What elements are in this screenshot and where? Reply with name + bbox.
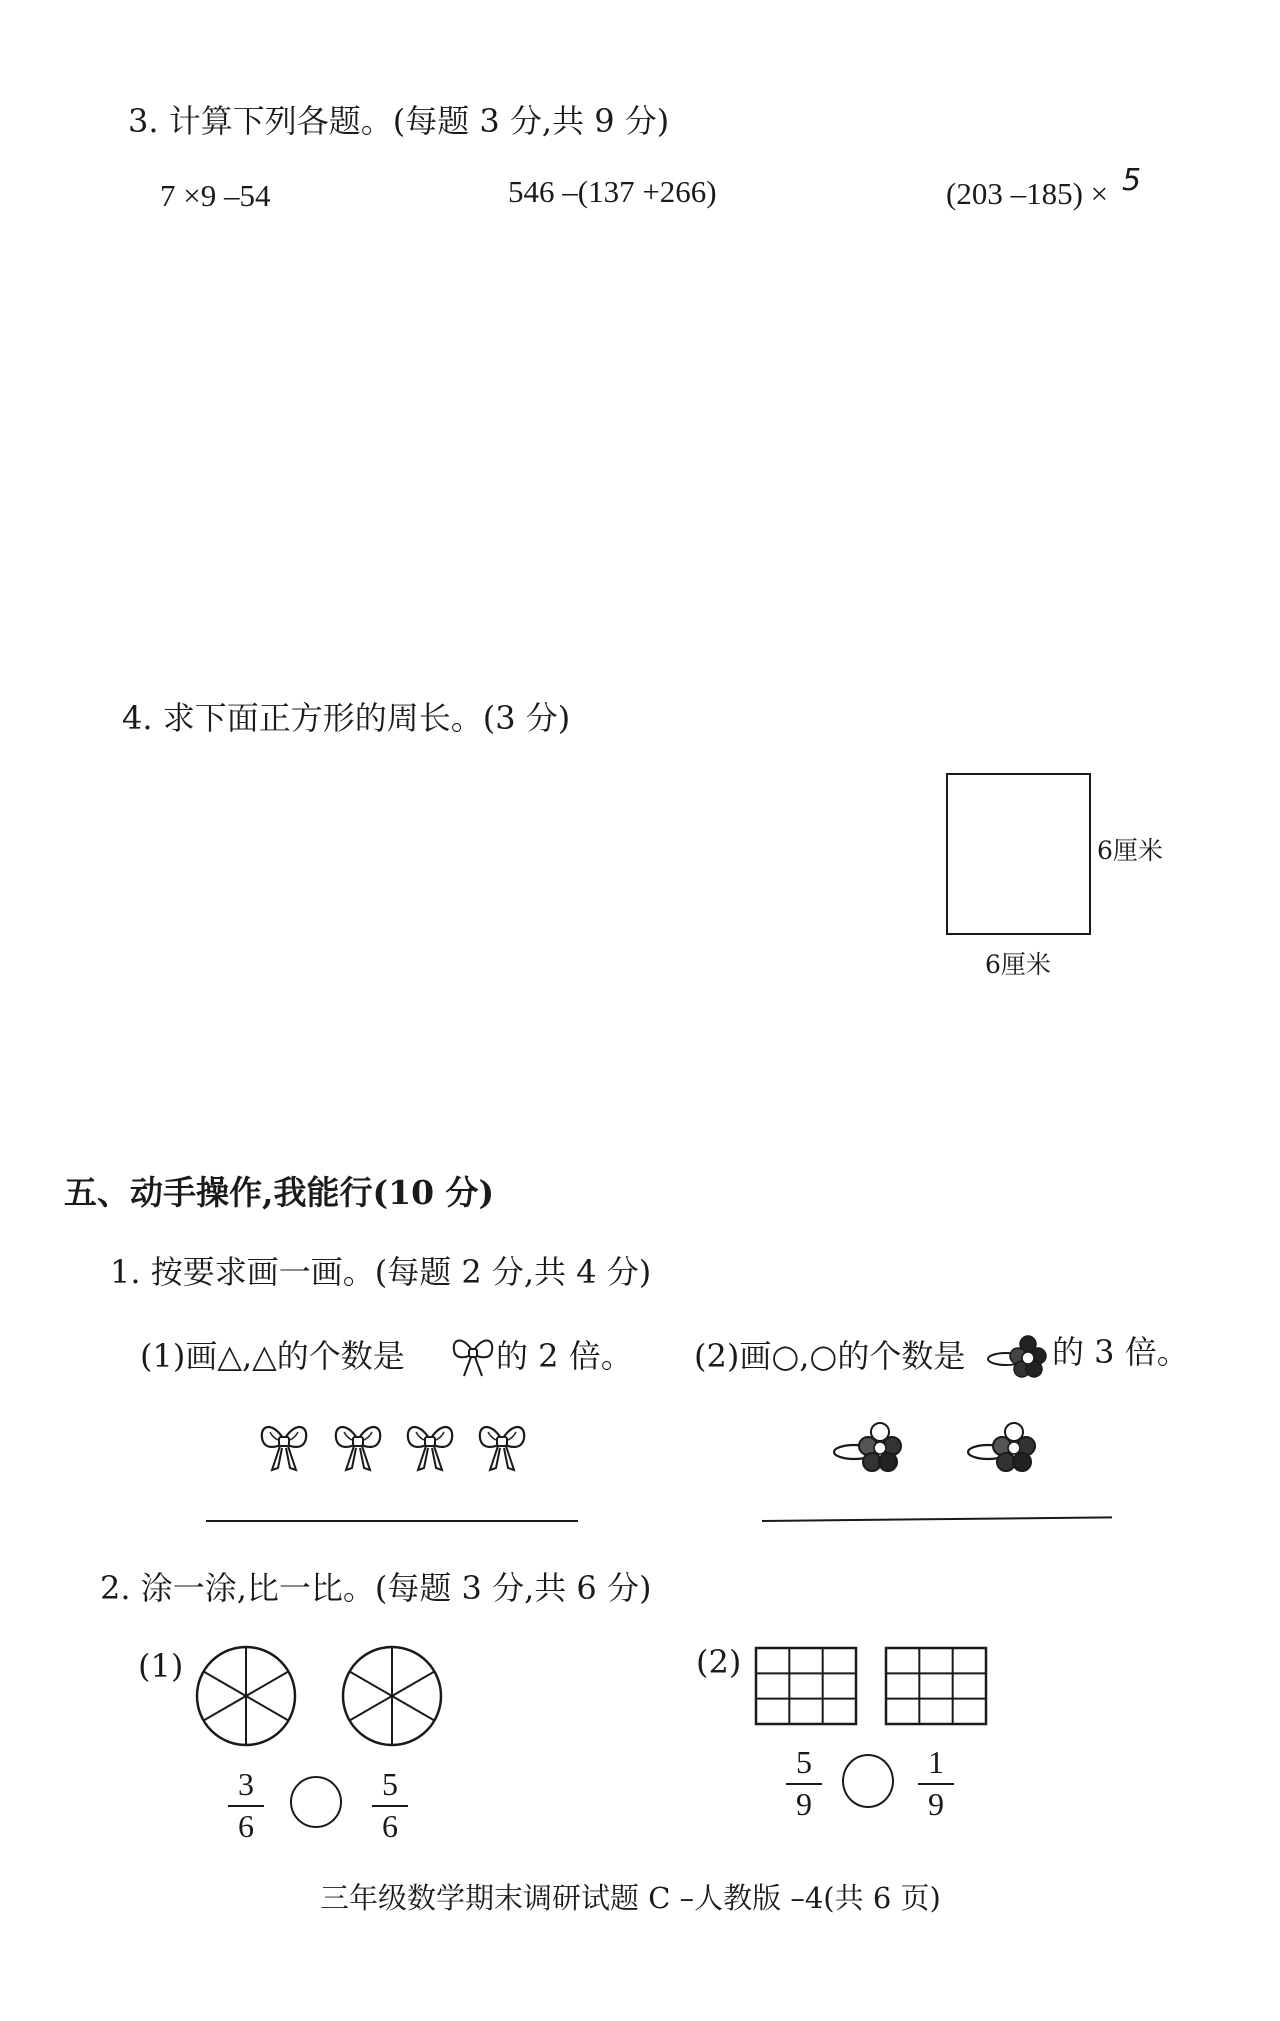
fraction-5-9 bbox=[784, 1746, 824, 1821]
bow-icon bbox=[404, 1418, 456, 1474]
page-footer: 三年级数学期末调研试题 C –人教版 –4(共 6 页) bbox=[320, 1881, 941, 1915]
section5-title: 五、动手操作,我能行(10 分) bbox=[64, 1173, 495, 1212]
fraction-numerator: 3 bbox=[238, 1766, 254, 1802]
hairclip-icon bbox=[832, 1416, 904, 1476]
q4-title: 4. 求下面正方形的周长。(3 分) bbox=[122, 699, 571, 737]
q3-title: 3. 计算下列各题。(每题 3 分,共 9 分) bbox=[128, 102, 670, 140]
square-figure bbox=[946, 773, 1091, 935]
q5-2-part1-label: (1) bbox=[138, 1647, 184, 1685]
q3-expression-1: 7 ×9 –54 bbox=[160, 178, 271, 213]
q3-expression-2: 546 –(137 +266) bbox=[508, 174, 717, 209]
compare-circle-1[interactable] bbox=[290, 1776, 342, 1828]
q5-1-part2-prefix: (2)画○,○的个数是 bbox=[694, 1337, 966, 1375]
bow-icon bbox=[476, 1418, 528, 1474]
fraction-denominator: 6 bbox=[238, 1807, 254, 1844]
q5-1-part2-suffix: 的 3 倍。 bbox=[1052, 1333, 1189, 1371]
square-side-right-label: 6厘米 bbox=[1097, 836, 1163, 865]
handwritten-multiplier: 5 bbox=[1122, 163, 1142, 198]
circle-sixths-left[interactable] bbox=[194, 1644, 298, 1748]
fraction-numerator: 1 bbox=[928, 1744, 944, 1780]
fraction-5-6 bbox=[370, 1768, 410, 1843]
grid-ninths-left[interactable] bbox=[754, 1646, 858, 1726]
q5-2-part2-label: (2) bbox=[696, 1643, 742, 1681]
answer-line-2[interactable] bbox=[762, 1516, 1112, 1522]
hairclip-icon bbox=[966, 1416, 1038, 1476]
fraction-denominator: 9 bbox=[796, 1785, 812, 1822]
fraction-3-6 bbox=[226, 1768, 266, 1843]
q5-1-part1-suffix: 的 2 倍。 bbox=[496, 1337, 633, 1375]
answer-line-1[interactable] bbox=[206, 1520, 578, 1522]
bow-icon bbox=[332, 1418, 384, 1474]
circle-sixths-right[interactable] bbox=[340, 1644, 444, 1748]
compare-circle-2[interactable] bbox=[842, 1754, 894, 1808]
grid-ninths-right[interactable] bbox=[884, 1646, 988, 1726]
fraction-numerator: 5 bbox=[382, 1766, 398, 1802]
bow-inline-icon bbox=[450, 1332, 496, 1380]
fraction-denominator: 6 bbox=[382, 1807, 398, 1844]
hairclip-inline-icon bbox=[986, 1326, 1048, 1382]
bow-icon bbox=[258, 1418, 310, 1474]
square-side-bottom-label: 6厘米 bbox=[985, 950, 1051, 979]
q5-1-title: 1. 按要求画一画。(每题 2 分,共 4 分) bbox=[110, 1253, 652, 1291]
fraction-denominator: 9 bbox=[928, 1785, 944, 1822]
fraction-1-9 bbox=[916, 1746, 956, 1821]
q5-2-title: 2. 涂一涂,比一比。(每题 3 分,共 6 分) bbox=[100, 1569, 652, 1607]
q5-1-part1-prefix: (1)画△,△的个数是 bbox=[140, 1337, 405, 1375]
fraction-numerator: 5 bbox=[796, 1744, 812, 1780]
q3-expression-3: (203 –185) × bbox=[946, 176, 1109, 211]
